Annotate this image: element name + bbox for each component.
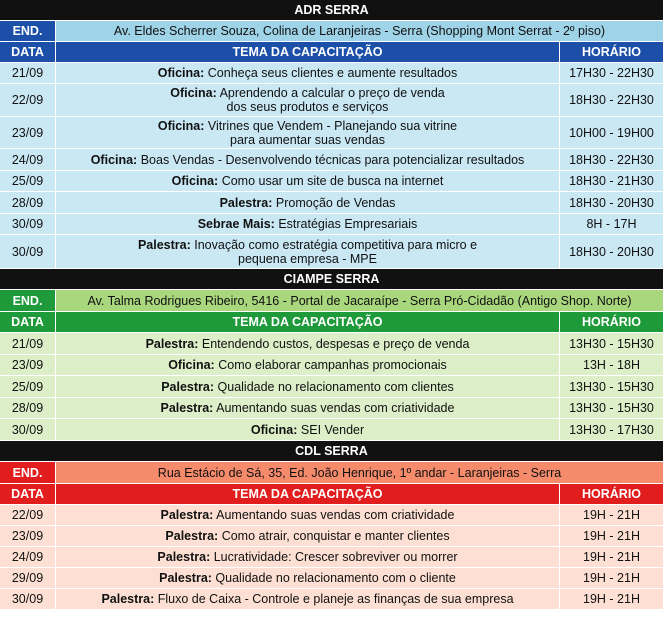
table-row bbox=[0, 589, 663, 610]
theme-cell bbox=[56, 526, 560, 546]
time-cell: 19H - 21H bbox=[583, 529, 640, 543]
time-cell: 19H - 21H bbox=[583, 550, 640, 564]
theme-text bbox=[146, 337, 470, 351]
address-row bbox=[0, 462, 663, 484]
theme-cell bbox=[56, 355, 560, 375]
date-header: DATA bbox=[0, 484, 56, 504]
theme-line1: Como atrair, conquistar e manter clientes bbox=[221, 529, 450, 543]
table-row bbox=[0, 333, 663, 355]
event-type: Sebrae Mais: bbox=[197, 217, 275, 231]
table-row bbox=[0, 149, 663, 171]
theme-line1: Como usar um site de busca na internet bbox=[221, 174, 444, 188]
theme-text bbox=[165, 529, 449, 543]
header-row bbox=[0, 484, 663, 505]
theme-cell bbox=[56, 376, 560, 397]
time-header: HORÁRIO bbox=[560, 484, 663, 504]
time-cell: 18H30 - 21H30 bbox=[569, 174, 654, 188]
time-cell: 18H30 - 22H30 bbox=[569, 152, 654, 167]
theme-text bbox=[138, 238, 477, 266]
theme-text bbox=[161, 508, 455, 522]
theme-line1: Aprendendo a calcular o preço de venda bbox=[219, 86, 445, 100]
theme-cell bbox=[56, 419, 560, 440]
theme-text bbox=[168, 358, 447, 372]
theme-text bbox=[161, 380, 454, 394]
theme-line1: Promoção de Vendas bbox=[275, 195, 396, 210]
theme-header: TEMA DA CAPACITAÇÃO bbox=[56, 484, 560, 504]
theme-line1: Fluxo de Caixa - Controle e planeje as finanças de sua empresa bbox=[157, 592, 514, 606]
table-row bbox=[0, 117, 663, 149]
address-text: Av. Talma Rodrigues Ribeiro, 5416 - Portal de Jacaraípe - Serra Pró-Cidadão (Antigo Shop. Norte) bbox=[56, 290, 663, 311]
event-type: Oficina: bbox=[250, 422, 298, 437]
header-row bbox=[0, 312, 663, 333]
theme-text bbox=[251, 423, 364, 437]
theme-text bbox=[158, 66, 458, 80]
theme-line1: Aumentando suas vendas com criatividade bbox=[216, 508, 455, 522]
end-label: END. bbox=[0, 462, 56, 483]
event-type: Palestra: bbox=[160, 508, 214, 522]
time-cell: 13H30 - 17H30 bbox=[569, 422, 654, 437]
theme-line1: Qualidade no relacionamento com clientes bbox=[217, 379, 454, 394]
time-cell: 13H30 - 15H30 bbox=[569, 379, 654, 394]
theme-line1: Inovação como estratégia competitiva para micro e bbox=[194, 237, 478, 252]
event-type: Palestra: bbox=[145, 336, 199, 351]
section-adr-serra bbox=[0, 0, 663, 269]
event-type: Oficina: bbox=[170, 86, 217, 100]
theme-text bbox=[170, 86, 445, 114]
date-cell: 21/09 bbox=[0, 333, 56, 354]
date-cell: 21/09 bbox=[0, 63, 56, 83]
end-label: END. bbox=[0, 21, 56, 41]
table-row bbox=[0, 419, 663, 441]
theme-line1: Lucratividade: Crescer sobreviver ou morrer bbox=[213, 550, 458, 564]
event-type: Palestra: bbox=[157, 550, 211, 564]
theme-cell bbox=[56, 589, 560, 609]
date-cell: 23/09 bbox=[0, 117, 56, 148]
date-cell: 30/09 bbox=[0, 589, 56, 609]
theme-line2: pequena empresa - MPE bbox=[238, 251, 377, 266]
event-type: Palestra: bbox=[165, 529, 219, 543]
theme-line1: Estratégias Empresariais bbox=[278, 217, 418, 231]
time-cell: 18H30 - 20H30 bbox=[569, 244, 654, 259]
schedule-rows bbox=[0, 505, 663, 610]
time-header: HORÁRIO bbox=[560, 312, 663, 332]
address-row bbox=[0, 290, 663, 312]
event-type: Palestra: bbox=[137, 237, 191, 252]
address-text: Rua Estácio de Sá, 35, Ed. João Henrique, 1º andar - Laranjeiras - Serra bbox=[56, 462, 663, 483]
date-cell: 23/09 bbox=[0, 355, 56, 375]
section-title: CIAMPE SERRA bbox=[0, 269, 663, 290]
header-row bbox=[0, 42, 663, 63]
theme-cell bbox=[56, 117, 560, 148]
theme-line1: Boas Vendas - Desenvolvendo técnicas para potencializar resultados bbox=[140, 152, 525, 167]
time-cell: 17H30 - 22H30 bbox=[569, 66, 654, 80]
theme-line1: Qualidade no relacionamento com o cliente bbox=[215, 571, 456, 585]
table-row bbox=[0, 568, 663, 589]
table-row bbox=[0, 84, 663, 117]
date-cell: 24/09 bbox=[0, 149, 56, 170]
time-cell: 8H - 17H bbox=[586, 217, 637, 231]
schedule-rows bbox=[0, 333, 663, 441]
time-cell: 10H00 - 19H00 bbox=[569, 125, 654, 140]
theme-text bbox=[101, 592, 513, 606]
table-row bbox=[0, 171, 663, 192]
address-row bbox=[0, 21, 663, 42]
theme-line2: dos seus produtos e serviços bbox=[226, 100, 389, 114]
event-type: Oficina: bbox=[168, 358, 215, 372]
section-title: ADR SERRA bbox=[0, 0, 663, 21]
time-cell: 19H - 21H bbox=[583, 508, 640, 522]
theme-line1: SEI Vender bbox=[300, 422, 365, 437]
time-cell: 13H - 18H bbox=[583, 358, 640, 372]
event-type: Oficina: bbox=[90, 152, 138, 167]
time-cell: 19H - 21H bbox=[583, 592, 640, 606]
theme-cell bbox=[56, 235, 560, 268]
time-header: HORÁRIO bbox=[560, 42, 663, 62]
date-cell: 30/09 bbox=[0, 235, 56, 268]
theme-line1: Vitrines que Vendem - Planejando sua vitrine bbox=[207, 118, 458, 133]
date-cell: 29/09 bbox=[0, 568, 56, 588]
date-cell: 28/09 bbox=[0, 398, 56, 418]
theme-text bbox=[91, 153, 525, 167]
theme-line1: Conheça seus clientes e aumente resultados bbox=[207, 66, 458, 80]
event-type: Oficina: bbox=[171, 174, 219, 188]
table-row bbox=[0, 63, 663, 84]
theme-text bbox=[172, 174, 444, 188]
event-type: Palestra: bbox=[101, 592, 155, 606]
theme-cell bbox=[56, 84, 560, 116]
date-cell: 25/09 bbox=[0, 171, 56, 191]
theme-text bbox=[158, 119, 457, 147]
theme-cell bbox=[56, 214, 560, 234]
theme-text bbox=[198, 217, 418, 231]
table-row bbox=[0, 505, 663, 526]
time-cell: 18H30 - 20H30 bbox=[569, 195, 654, 210]
theme-text bbox=[157, 550, 457, 564]
section-title: CDL SERRA bbox=[0, 441, 663, 462]
theme-cell bbox=[56, 63, 560, 83]
event-type: Palestra: bbox=[161, 379, 215, 394]
theme-cell bbox=[56, 192, 560, 213]
schedule-rows bbox=[0, 63, 663, 269]
table-row bbox=[0, 214, 663, 235]
theme-line1: Aumentando suas vendas com criatividade bbox=[216, 401, 455, 415]
date-cell: 30/09 bbox=[0, 214, 56, 234]
theme-cell bbox=[56, 149, 560, 170]
date-cell: 28/09 bbox=[0, 192, 56, 213]
date-cell: 22/09 bbox=[0, 505, 56, 525]
theme-header: TEMA DA CAPACITAÇÃO bbox=[56, 42, 560, 62]
theme-line1: Como elaborar campanhas promocionais bbox=[218, 358, 447, 372]
section-ciampe-serra bbox=[0, 269, 663, 441]
date-cell: 24/09 bbox=[0, 547, 56, 567]
theme-text bbox=[220, 196, 396, 210]
theme-cell bbox=[56, 171, 560, 191]
table-row bbox=[0, 376, 663, 398]
table-row bbox=[0, 235, 663, 269]
event-type: Palestra: bbox=[160, 401, 214, 415]
table-row bbox=[0, 192, 663, 214]
time-cell: 18H30 - 22H30 bbox=[569, 93, 654, 107]
theme-text bbox=[161, 401, 455, 415]
event-type: Oficina: bbox=[157, 66, 205, 80]
section-cdl-serra bbox=[0, 441, 663, 610]
time-cell: 13H30 - 15H30 bbox=[569, 336, 654, 351]
address-text: Av. Eldes Scherrer Souza, Colina de Laranjeiras - Serra (Shopping Mont Serrat - 2º piso) bbox=[56, 21, 663, 41]
end-label: END. bbox=[0, 290, 56, 311]
theme-text bbox=[159, 571, 456, 585]
theme-cell bbox=[56, 398, 560, 418]
table-row bbox=[0, 398, 663, 419]
time-cell: 13H30 - 15H30 bbox=[569, 401, 654, 415]
date-header: DATA bbox=[0, 312, 56, 332]
table-row bbox=[0, 526, 663, 547]
table-row bbox=[0, 355, 663, 376]
theme-header: TEMA DA CAPACITAÇÃO bbox=[56, 312, 560, 332]
theme-cell bbox=[56, 505, 560, 525]
theme-line1: Entendendo custos, despesas e preço de venda bbox=[201, 336, 470, 351]
date-cell: 25/09 bbox=[0, 376, 56, 397]
theme-cell bbox=[56, 568, 560, 588]
date-cell: 30/09 bbox=[0, 419, 56, 440]
theme-line2: para aumentar suas vendas bbox=[230, 132, 385, 147]
time-cell: 19H - 21H bbox=[583, 571, 640, 585]
theme-cell bbox=[56, 333, 560, 354]
event-type: Palestra: bbox=[219, 195, 273, 210]
date-cell: 23/09 bbox=[0, 526, 56, 546]
date-cell: 22/09 bbox=[0, 84, 56, 116]
table-row bbox=[0, 547, 663, 568]
theme-cell bbox=[56, 547, 560, 567]
date-header: DATA bbox=[0, 42, 56, 62]
event-type: Palestra: bbox=[159, 571, 212, 585]
event-type: Oficina: bbox=[157, 118, 205, 133]
